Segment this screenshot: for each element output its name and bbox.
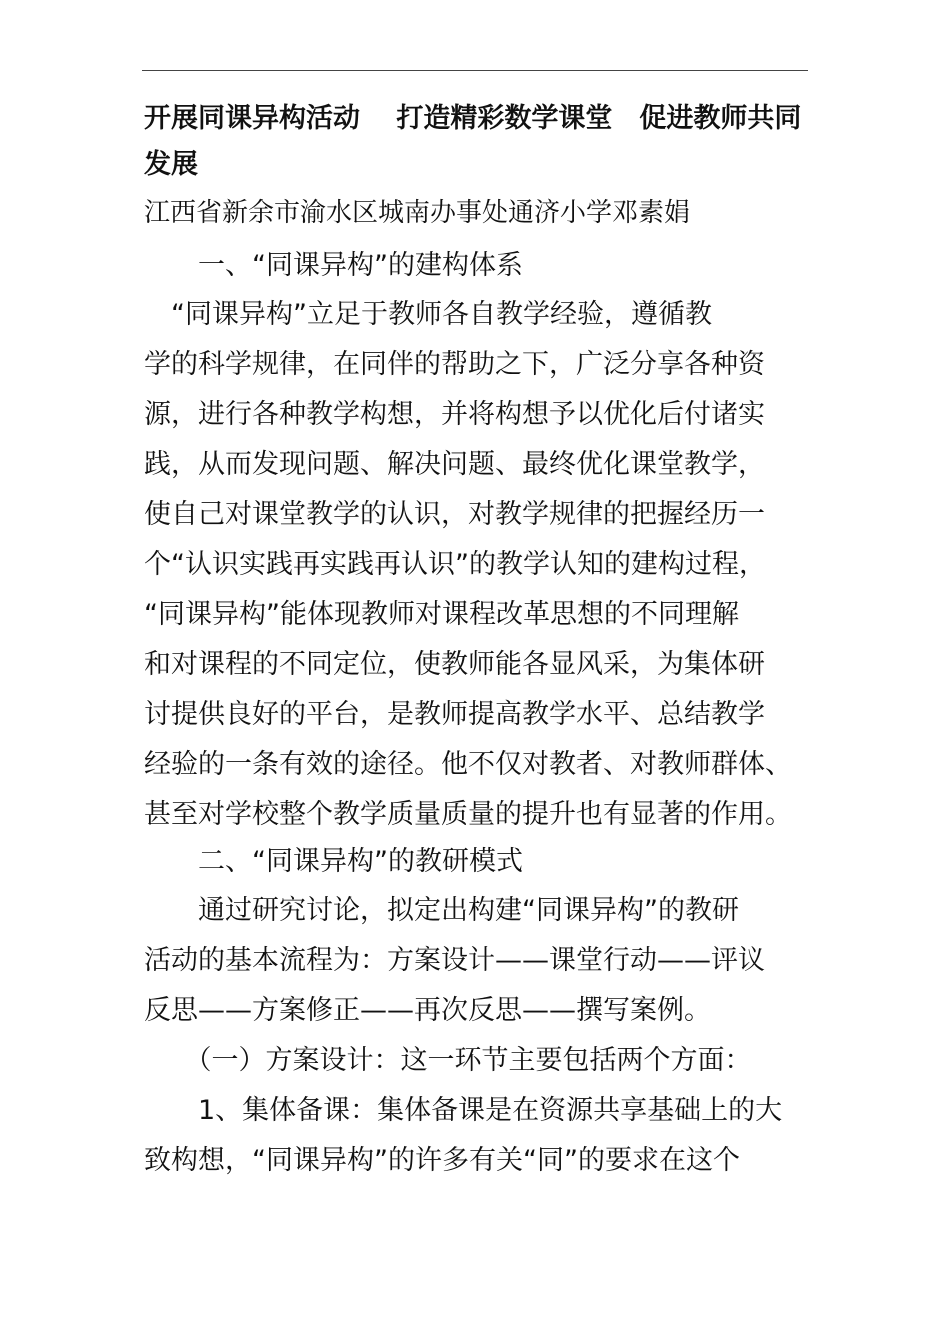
paragraph-line: 讨提供良好的平台，是教师提高教学水平、总结教学 (144, 699, 765, 730)
paragraph-line: “同课异构”能体现教师对课程改革思想的不同理解 (144, 599, 739, 630)
paragraph-line: 学的科学规律，在同伴的帮助之下，广泛分享各种资 (144, 349, 765, 380)
header-rule (142, 70, 808, 71)
subsection-paragraph (144, 1086, 819, 1186)
subsection-heading: （一）方案设计：这一环节主要包括两个方面： (144, 1045, 752, 1076)
paragraph-line: 活动的基本流程为：方案设计——课堂行动——评议 (144, 945, 765, 976)
paragraph-line: 致构想，“同课异构”的许多有关“同”的要求在这个 (144, 1145, 740, 1176)
section-heading-2: 二、“同课异构”的教研模式 (144, 846, 523, 877)
author-line: 江西省新余市渝水区城南办事处通济小学邓素娟 (144, 198, 691, 228)
paragraph-line: 反思——方案修正——再次反思——撰写案例。 (144, 995, 711, 1026)
paragraph-line: “同课异构”立足于教师各自教学经验，遵循教 (144, 299, 712, 330)
section1-paragraph (144, 290, 819, 840)
paragraph-line: 甚至对学校整个教学质量质量的提升也有显著的作用。 (144, 799, 792, 830)
section2-paragraph (144, 886, 819, 1036)
paragraph-line: 使自己对课堂教学的认识，对教学规律的把握经历一 (144, 499, 765, 530)
section-heading-1: 一、“同课异构”的建构体系 (144, 250, 523, 281)
paragraph-line: 经验的一条有效的途径。他不仅对教者、对教师群体、 (144, 749, 792, 780)
paragraph-line: 和对课程的不同定位，使教师能各显风采，为集体研 (144, 649, 765, 680)
paragraph-line: 个“认识实践再实践再认识”的教学认知的建构过程， (144, 549, 766, 580)
paragraph-line: 源，进行各种教学构想，并将构想予以优化后付诸实 (144, 399, 765, 430)
paragraph-line: 通过研究讨论，拟定出构建“同课异构”的教研 (144, 895, 739, 926)
document-title: 开展同课异构活动 打造精彩数学课堂 促进教师共同发展 (144, 103, 802, 180)
paragraph-line: 践，从而发现问题、解决问题、最终优化课堂教学， (144, 449, 765, 480)
paragraph-line: 1、集体备课：集体备课是在资源共享基础上的大 (144, 1095, 783, 1126)
